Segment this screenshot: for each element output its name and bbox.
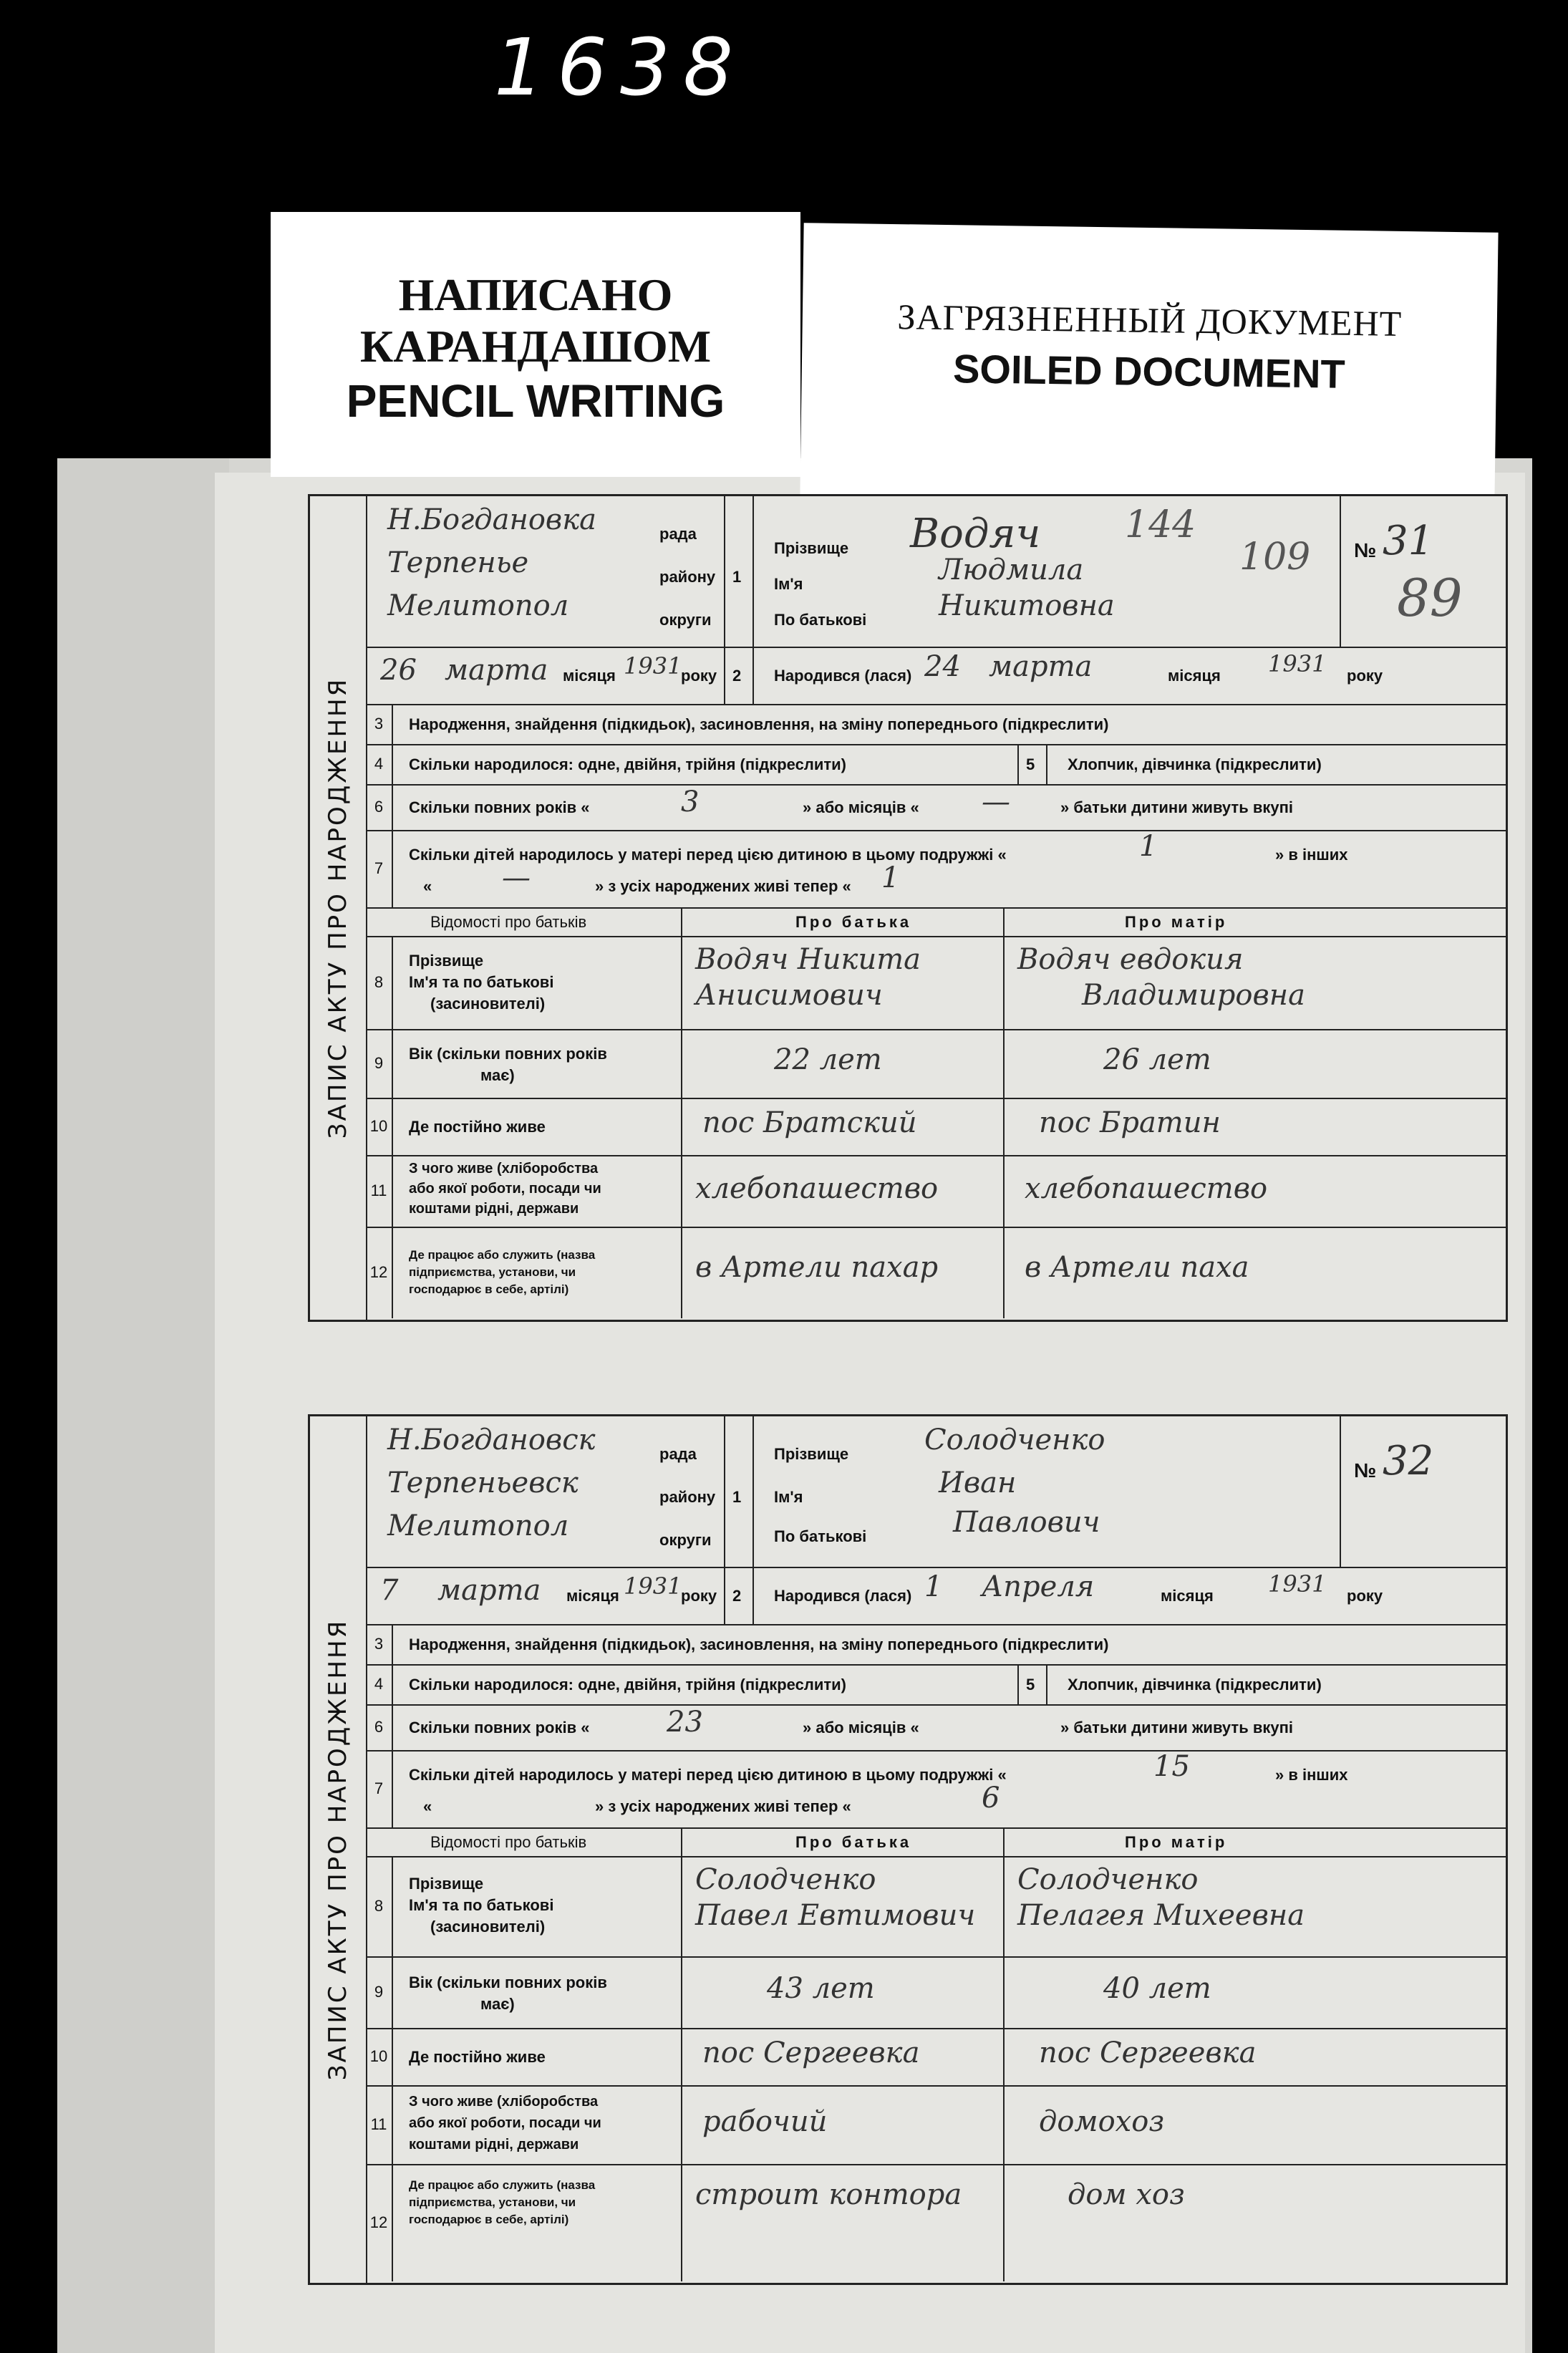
child-name: Людмила (939, 554, 1084, 586)
label: рада (659, 1445, 697, 1463)
mother-name: Солодченко (1017, 1863, 1199, 1896)
birth-record-form (308, 1414, 1508, 2285)
label: року (681, 1587, 717, 1605)
father-workplace: строит контора (695, 2178, 962, 2211)
father-residence: пос Сергеевка (702, 2036, 920, 2069)
record-number-label: № (1354, 1459, 1377, 1482)
place-rayon: Терпеньевск (387, 1467, 579, 1499)
label: року (681, 667, 717, 685)
label: округи (659, 611, 712, 629)
label: Ім'я та по батькові (409, 1896, 554, 1914)
label: коштами рідні, держави (409, 1201, 579, 1217)
row-number: 5 (1026, 1676, 1035, 1694)
label: місяця (566, 1587, 619, 1605)
label: коштами рідні, держави (409, 2137, 579, 2153)
place-okrug: Мелитопол (387, 1509, 569, 1542)
years-together: 3 (681, 786, 700, 818)
children-before: 15 (1153, 1750, 1190, 1783)
label: Скільки дітей народилось у матері перед цією дитиною в цьому подружжі « (409, 1766, 1007, 1784)
row-4: 4 Скільки народилося: одне, двійня, трійня (підкреслити) 5 Хлопчик, дівчинка (підкреслити) (366, 1664, 1506, 1706)
label: району (659, 1488, 716, 1506)
label: Народився (лася) (774, 1587, 912, 1605)
label: Скільки народилося: одне, двійня, трійня (підкреслити) (409, 755, 846, 773)
reg-month: марта (445, 654, 548, 687)
label: Про матір (1125, 1833, 1228, 1851)
label: року (1347, 1587, 1383, 1605)
label: Прізвище (774, 1445, 849, 1463)
label: Скільки повних років « (409, 798, 590, 816)
label: По батькові (774, 611, 867, 629)
label: Ім'я (774, 575, 803, 593)
child-surname: Водяч (910, 511, 1041, 557)
row-11: 11 З чого живе (хліборобства або якої роботи, посади чи коштами рідні, держави рабочий домохоз (366, 2085, 1506, 2165)
label: Про батька (795, 913, 912, 931)
label: Відомості про батьків (430, 913, 587, 931)
note-line: ЗАГРЯЗНЕННЫЙ ДОКУМЕНТ (897, 296, 1403, 344)
row-number: 2 (732, 667, 742, 685)
label: підприємства, установи, чи (409, 1265, 576, 1279)
reg-year: 1931 (624, 652, 682, 680)
header-section (366, 496, 1506, 648)
father-occupation: хлебопашество (695, 1172, 939, 1205)
pencil-mark: 144 (1125, 503, 1196, 546)
father-age: 22 лет (774, 1043, 882, 1076)
mother-patronymic: Владимировна (1082, 979, 1305, 1012)
label: » в інших (1275, 1766, 1348, 1784)
child-surname: Солодченко (924, 1424, 1105, 1456)
place-rayon: Терпенье (387, 546, 529, 579)
label: району (659, 568, 716, 586)
mother-residence: пос Сергеевка (1039, 2036, 1257, 2069)
child-patronymic: Павлович (953, 1506, 1100, 1539)
mother-occupation: хлебопашество (1025, 1172, 1268, 1205)
note-line: PENCIL WRITING (346, 375, 725, 427)
label: Де працює або служить (назва (409, 2178, 596, 2192)
birth-month: марта (989, 650, 1093, 683)
row-9: 9 Вік (скільки повних років має) 43 лет 40 лет (366, 1956, 1506, 2029)
label: Прізвище (409, 1875, 484, 1893)
years-together: 23 (667, 1706, 703, 1739)
record-number: 32 (1383, 1438, 1434, 1484)
row-11: 11 З чого живе (хліборобства або якої роботи, посади чи коштами рідні, держави хлебопашество хлебопашество (366, 1155, 1506, 1228)
parents-header-row (366, 1827, 1506, 1857)
children-alive: 6 (982, 1782, 1000, 1815)
label: року (1347, 667, 1383, 685)
label: Прізвище (409, 952, 484, 970)
header-section (366, 1416, 1506, 1568)
father-residence: пос Братский (702, 1106, 917, 1139)
pencil-mark: 109 (1239, 536, 1311, 579)
pencil-record-number: 89 (1397, 568, 1463, 628)
label: має) (480, 1066, 515, 1084)
label: Де постійно живе (409, 2048, 546, 2066)
label: господарює в себе, артілі) (409, 2213, 569, 2226)
record-number: 31 (1383, 518, 1434, 564)
child-name: Иван (939, 1467, 1017, 1499)
mother-occupation: домохоз (1039, 2105, 1165, 2138)
reg-day: 7 (380, 1574, 399, 1607)
label: Де працює або служить (назва (409, 1248, 596, 1262)
label: » батьки дитини живуть вкупі (1060, 798, 1294, 816)
birth-year: 1931 (1268, 650, 1327, 677)
archive-number: 1638 (494, 21, 746, 113)
label: Про матір (1125, 913, 1228, 931)
place-rada: Н.Богдановск (387, 1424, 596, 1456)
label: Про батька (795, 1833, 912, 1851)
birth-year: 1931 (1268, 1570, 1327, 1598)
reg-month: марта (437, 1574, 541, 1607)
row-10: 10 Де постійно живе пос Сергеевка пос Сергеевка (366, 2028, 1506, 2087)
label: або якої роботи, посади чи (409, 1181, 601, 1197)
row-6: 6 Скільки повних років « 23 » або місяців « » батьки дитини живуть вкупі (366, 1704, 1506, 1752)
row-12: 12 Де працює або служить (назва підприємства, установи, чи господарює в себе, артілі) в Артели пахар в Артели паха (366, 1227, 1506, 1318)
row-9: 9 Вік (скільки повних років має) 22 лет 26 лет (366, 1029, 1506, 1099)
father-name: Солодченко (695, 1863, 876, 1896)
place-okrug: Мелитопол (387, 589, 569, 622)
label: Вік (скільки повних років (409, 1973, 607, 1991)
label: місяця (563, 667, 616, 685)
side-title: ЗАПИС АКТУ ПРО НАРОДЖЕННЯ (310, 1416, 367, 2283)
dates-row (366, 647, 1506, 705)
birth-month: Апреля (982, 1570, 1095, 1603)
children-before: 1 (1139, 830, 1158, 863)
label: Прізвище (774, 539, 849, 557)
label: місяця (1168, 667, 1221, 685)
mother-workplace: дом хоз (1068, 2178, 1185, 2211)
place-rada: Н.Богдановка (387, 503, 596, 536)
parents-header-row (366, 907, 1506, 937)
birth-record-form (308, 494, 1508, 1322)
label: (засиновителі) (430, 1918, 546, 1936)
soiled-document-note (800, 223, 1498, 505)
label: « (423, 1797, 432, 1815)
birth-day: 1 (924, 1570, 943, 1603)
label: « (423, 877, 432, 895)
row-4: 4 Скільки народилося: одне, двійня, трійня (підкреслити) 5 Хлопчик, дівчинка (підкреслити) (366, 744, 1506, 786)
label: » з усіх народжених живі тепер « (595, 877, 851, 895)
mother-name: Водяч евдокия (1017, 943, 1244, 976)
father-patronymic: Анисимович (695, 979, 883, 1012)
label: Хлопчик, дівчинка (підкреслити) (1068, 755, 1322, 773)
record-number-label: № (1354, 539, 1377, 561)
father-patronymic: Павел Евтимович (695, 1899, 976, 1932)
row-number: 1 (732, 568, 742, 586)
label: Відомості про батьків (430, 1833, 587, 1851)
label: По батькові (774, 1527, 867, 1545)
row-number: 2 (732, 1587, 742, 1605)
label: » або місяців « (803, 798, 919, 816)
pencil-writing-note (271, 212, 800, 477)
side-title: ЗАПИС АКТУ ПРО НАРОДЖЕННЯ (310, 496, 367, 1320)
reg-day: 26 (380, 654, 417, 687)
row-12: 12 Де працює або служить (назва підприємства, установи, чи господарює в себе, артілі) строит контора дом хоз (366, 2164, 1506, 2281)
row-number: 5 (1026, 755, 1035, 773)
label: Народження, знайдення (підкидьок), засиновлення, на зміну попереднього (підкреслити) (409, 715, 1109, 733)
father-workplace: в Артели пахар (695, 1251, 939, 1284)
mother-residence: пос Братин (1039, 1106, 1221, 1139)
row-6: 6 Скільки повних років « 3 » або місяців « — » батьки дитини живуть вкупі (366, 784, 1506, 831)
row-8: 8 Прізвище Ім'я та по батькові (засиновителі) Водяч Никита Анисимович Водяч евдокия Владимировна (366, 936, 1506, 1030)
children-alive: 1 (881, 861, 900, 894)
label: » або місяців « (803, 1719, 919, 1736)
reg-year: 1931 (624, 1572, 682, 1600)
label: або якої роботи, посади чи (409, 2115, 601, 2131)
torn-binding-strip (57, 458, 229, 2353)
label: Народження, знайдення (підкидьок), засиновлення, на зміну попереднього (підкреслити) (409, 1635, 1109, 1653)
note-line: НАПИСАНО (398, 269, 673, 320)
row-number: 1 (732, 1488, 742, 1506)
label: Хлопчик, дівчинка (підкреслити) (1068, 1676, 1322, 1694)
label: Скільки повних років « (409, 1719, 590, 1736)
label: Народився (лася) (774, 667, 912, 685)
label: Скільки народилося: одне, двійня, трійня (підкреслити) (409, 1676, 846, 1694)
label: Вік (скільки повних років (409, 1045, 607, 1063)
mother-patronymic: Пелагея Михеевна (1017, 1899, 1305, 1932)
label: Де постійно живе (409, 1118, 546, 1136)
label: Ім'я (774, 1488, 803, 1506)
mother-age: 26 лет (1103, 1043, 1211, 1076)
birth-day: 24 (924, 650, 961, 683)
father-age: 43 лет (767, 1972, 875, 2005)
label: підприємства, установи, чи (409, 2195, 576, 2209)
label: З чого живе (хліборобства (409, 1161, 599, 1176)
label: господарює в себе, артілі) (409, 1282, 569, 1296)
row-8: 8 Прізвище Ім'я та по батькові (засиновителі) Солодченко Павел Евтимович Солодченко Пелагея Михеевна (366, 1856, 1506, 1958)
row-3: 3 Народження, знайдення (підкидьок), засиновлення, на зміну попереднього (підкреслити) (366, 1624, 1506, 1666)
label: має) (480, 1995, 515, 2013)
label: Скільки дітей народилось у матері перед цією дитиною в цьому подружжі « (409, 846, 1007, 864)
mother-age: 40 лет (1103, 1972, 1211, 2005)
child-patronymic: Никитовна (939, 589, 1115, 622)
label: місяця (1161, 1587, 1214, 1605)
mother-workplace: в Артели паха (1025, 1251, 1249, 1284)
note-line: SOILED DOCUMENT (952, 346, 1346, 397)
months-together: — (982, 786, 1010, 818)
row-3: 3 Народження, знайдення (підкидьок), засиновлення, на зміну попереднього (підкреслити) (366, 704, 1506, 745)
row-7: 7 Скільки дітей народилось у матері перед цією дитиною в цьому подружжі « 15 » в інших « » з усіх народжених живі тепер « 6 (366, 1750, 1506, 1829)
father-occupation: рабочий (702, 2105, 828, 2138)
other-children: — (502, 861, 531, 894)
label: Ім'я та по батькові (409, 973, 554, 991)
label: (засиновителі) (430, 995, 546, 1013)
label: » з усіх народжених живі тепер « (595, 1797, 851, 1815)
note-line: КАРАНДАШОМ (359, 321, 712, 372)
row-10: 10 Де постійно живе пос Братский пос Братин (366, 1098, 1506, 1156)
row-7: 7 Скільки дітей народилось у матері перед цією дитиною в цьому подружжі « 1 » в інших « — » з усіх народжених живі тепер « 1 (366, 830, 1506, 909)
dates-row (366, 1567, 1506, 1625)
label: рада (659, 525, 697, 543)
label: З чого живе (хліборобства (409, 2094, 599, 2110)
label: » батьки дитини живуть вкупі (1060, 1719, 1294, 1736)
father-name: Водяч Никита (695, 943, 921, 976)
label: округи (659, 1531, 712, 1549)
label: » в інших (1275, 846, 1348, 864)
